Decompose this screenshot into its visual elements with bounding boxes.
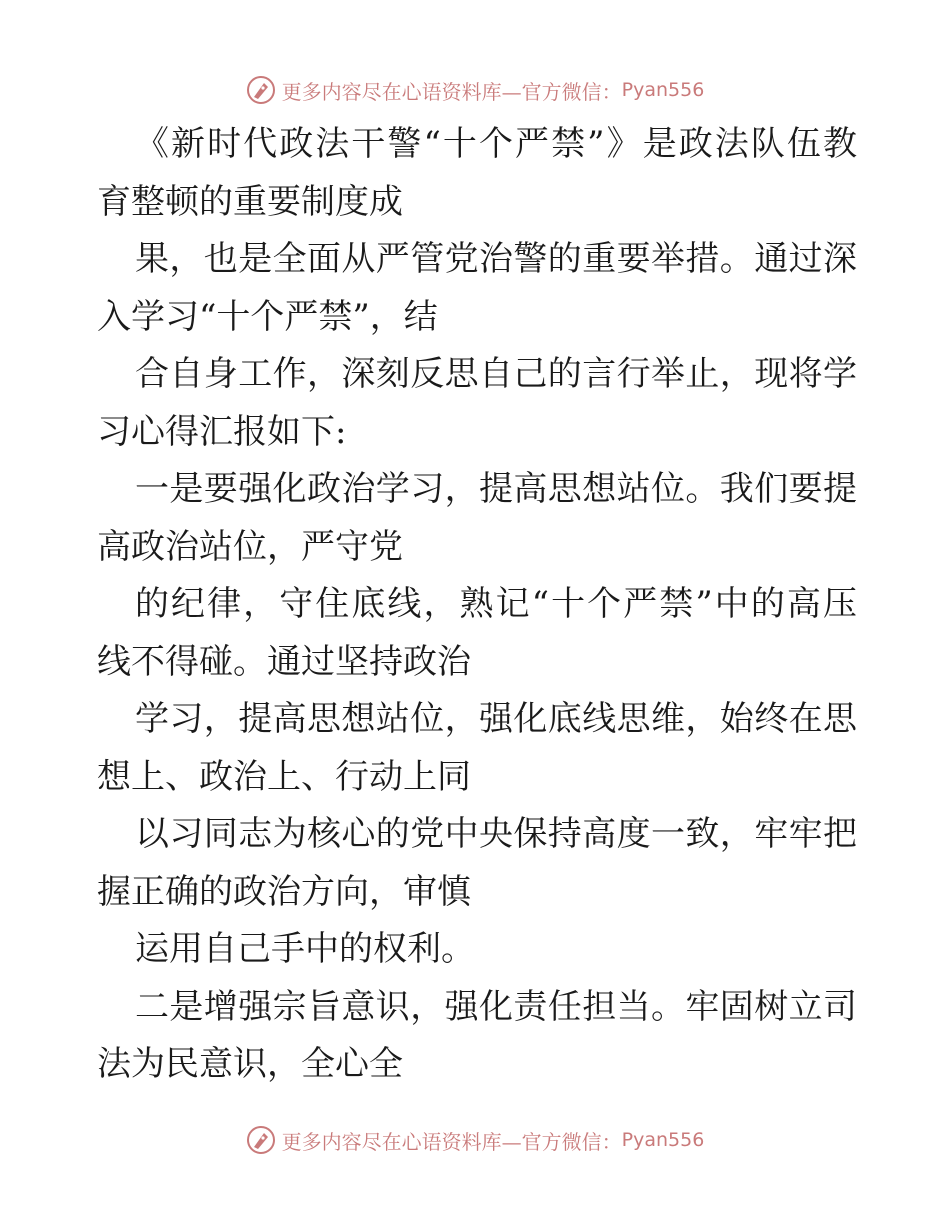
text-line: 运用自己手中的权利。 — [135, 929, 475, 969]
text-line: 高政治站位，严守党 — [97, 526, 403, 567]
footer-watermark — [0, 1120, 950, 1160]
text-line: 一是要强化政治学习，提高思想站位。我们要提 — [135, 469, 857, 509]
text-line: 的纪律，守住底线，熟记“十个严禁”中的高压 — [135, 584, 857, 624]
pen-nib-logo-icon — [246, 75, 276, 105]
text-line: 合自身工作，深刻反思自己的言行举止，现将学 — [135, 354, 857, 394]
watermark-text: 更多内容尽在心语资料库—官方微信： — [281, 79, 622, 104]
text-line: 果，也是全面从严管党治警的重要举措。通过深 — [135, 239, 857, 279]
text-line: 握正确的政治方向，审慎 — [97, 871, 471, 912]
document-body — [97, 116, 857, 1094]
text-line: 线不得碰。通过坚持政治 — [97, 641, 471, 682]
text-line: 以习同志为核心的党中央保持高度一致，牢牢把 — [135, 814, 857, 854]
text-line: 《新时代政法干警“十个严禁”》是政法队伍教 — [135, 124, 857, 164]
text-line: 法为民意识，全心全 — [97, 1044, 403, 1084]
text-line: 二是增强宗旨意识，强化责任担当。牢固树立司 — [135, 986, 857, 1027]
text-line: 学习，提高思想站位，强化底线思维，始终在思 — [135, 699, 857, 739]
watermark-text: 更多内容尽在心语资料库—官方微信： — [281, 1129, 622, 1154]
text-line: 育整顿的重要制度成 — [97, 181, 403, 222]
pen-nib-logo-icon — [246, 1125, 276, 1155]
header-watermark — [0, 70, 950, 110]
text-line: 习心得汇报如下: — [97, 411, 347, 452]
text-line: 想上、政治上、行动上同 — [97, 756, 471, 797]
watermark-brand: Pyan556 — [621, 1129, 705, 1151]
text-line: 入学习“十个严禁”，结 — [97, 296, 438, 337]
watermark-brand: Pyan556 — [621, 79, 705, 101]
